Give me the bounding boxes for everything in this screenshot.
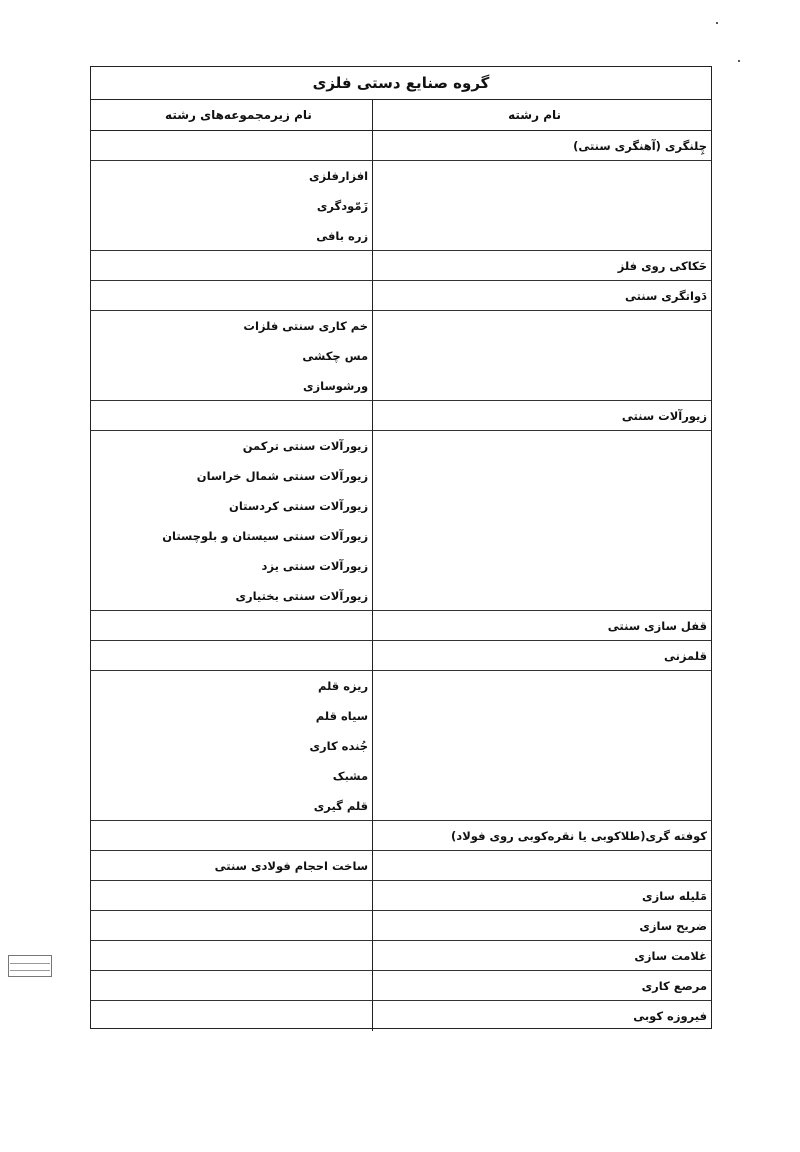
craft-name-cell (372, 461, 711, 491)
craft-subcategory-cell: مشبک (332, 769, 369, 783)
craft-name-cell: حَکاکی روی فلز (372, 251, 711, 281)
table-row (91, 731, 711, 761)
craft-subcategory-cell: زره بافی (91, 221, 372, 251)
table-row (91, 641, 711, 671)
craft-subcategory-cell (91, 971, 372, 1001)
craft-subcategory-cell: زیورآلات سنتی کردستان (229, 499, 369, 513)
table-row (91, 401, 711, 431)
craft-name-cell (372, 341, 711, 371)
table-row (91, 911, 711, 941)
craft-name-cell (372, 521, 711, 551)
craft-name-cell: فیروزه کوبی (372, 1001, 711, 1031)
craft-subcategory-cell (91, 401, 372, 431)
table-row (91, 551, 711, 581)
craft-subcategory-cell: زیورآلات سنتی سیستان و بلوچستان (162, 529, 369, 543)
craft-subcategory-cell (91, 1001, 372, 1031)
craft-subcategory-cell: جُنده کاری (309, 739, 369, 753)
table-row (91, 611, 711, 641)
craft-name-cell (372, 551, 711, 581)
craft-subcategory-cell: زیورآلات سنتی ترکمن (242, 439, 369, 453)
column-headers (91, 100, 711, 131)
table-row (91, 881, 711, 911)
craft-name-cell (372, 731, 711, 761)
craft-subcategory-cell (91, 881, 372, 911)
craft-subcategory-cell (91, 251, 372, 281)
craft-subcategory-cell: سیاه قلم (315, 709, 369, 723)
craft-name-cell: قلمزنی (372, 641, 711, 671)
craft-subcategory-cell: قلم گیری (91, 791, 372, 821)
craft-subcategory-cell (91, 821, 372, 851)
table-row (91, 221, 711, 251)
craft-subcategory-cell: مس چکشی (302, 349, 369, 363)
craft-subcategory-cell: زیورآلات سنتی یزد (261, 559, 369, 573)
craft-name-cell: دَواتگری سنتی (372, 281, 711, 311)
craft-name-cell (372, 761, 711, 791)
table-row (91, 1001, 711, 1031)
table-row (91, 371, 711, 401)
table-row (91, 311, 711, 341)
table-row (91, 941, 711, 971)
craft-subcategory-cell (91, 131, 372, 161)
table-row (91, 971, 711, 1001)
table-row (91, 851, 711, 881)
craft-subcategory-cell: افزارفلزی (308, 169, 369, 183)
table-row (91, 521, 711, 551)
craft-name-cell (372, 701, 711, 731)
column-header-name: نام رشته (372, 100, 711, 130)
craft-name-cell (372, 371, 711, 401)
table-row (91, 701, 711, 731)
craft-subcategory-cell (91, 941, 372, 971)
crafts-table (90, 66, 712, 1029)
craft-name-cell (372, 581, 711, 611)
table-row (91, 581, 711, 611)
craft-name-cell: قفل سازی سنتی (372, 611, 711, 641)
craft-name-cell (372, 311, 711, 341)
craft-name-cell (372, 491, 711, 521)
craft-name-cell: کوفته گری(طلاکوبی یا نقره‌کوبی روی فولاد) (372, 821, 711, 851)
craft-name-cell: مَلیله سازی (372, 881, 711, 911)
craft-subcategory-cell (91, 611, 372, 641)
table-row (91, 761, 711, 791)
table-row (91, 821, 711, 851)
craft-subcategory-cell: ورشوسازی (91, 371, 372, 401)
craft-name-cell (372, 791, 711, 821)
column-header-subcategories: نام زیرمجموعه‌های رشته (165, 108, 312, 122)
craft-name-cell: زیورآلات سنتی (372, 401, 711, 431)
table-row (91, 161, 711, 191)
craft-subcategory-cell: ریزه قلم (317, 679, 369, 693)
document-stamp (8, 955, 52, 977)
table-row (91, 281, 711, 311)
table-row (91, 791, 711, 821)
craft-name-cell (372, 221, 711, 251)
craft-name-cell (372, 671, 711, 701)
scan-speck (716, 22, 718, 24)
craft-subcategory-cell (91, 911, 372, 941)
craft-subcategory-cell: ساخت احجام فولادی سنتی (91, 851, 372, 881)
table-row (91, 191, 711, 221)
craft-name-cell (372, 191, 711, 221)
craft-subcategory-cell: خم کاری سنتی فلزات (243, 319, 369, 333)
table-row (91, 671, 711, 701)
craft-name-cell (372, 161, 711, 191)
craft-subcategory-cell (91, 641, 372, 671)
craft-subcategory-cell (91, 281, 372, 311)
craft-name-cell (372, 851, 711, 881)
scan-speck (738, 60, 740, 62)
table-row (91, 251, 711, 281)
table-row (91, 431, 711, 461)
craft-name-cell (372, 431, 711, 461)
craft-name-cell: غلامت سازی (372, 941, 711, 971)
table-row (91, 131, 711, 161)
table-row (91, 491, 711, 521)
craft-subcategory-cell: زیورآلات سنتی شمال خراسان (196, 469, 369, 483)
craft-name-cell: مرصع کاری (372, 971, 711, 1001)
craft-subcategory-cell: زیورآلات سنتی بختیاری (91, 581, 372, 611)
table-body (91, 131, 711, 1031)
craft-subcategory-cell: زَمّودگری (316, 199, 369, 213)
table-title: گروه صنایع دستی فلزی (91, 67, 711, 100)
craft-name-cell: ضریح سازی (372, 911, 711, 941)
table-row (91, 341, 711, 371)
table-row (91, 461, 711, 491)
craft-name-cell: چِلنگری (آهنگری سنتی) (372, 131, 711, 161)
